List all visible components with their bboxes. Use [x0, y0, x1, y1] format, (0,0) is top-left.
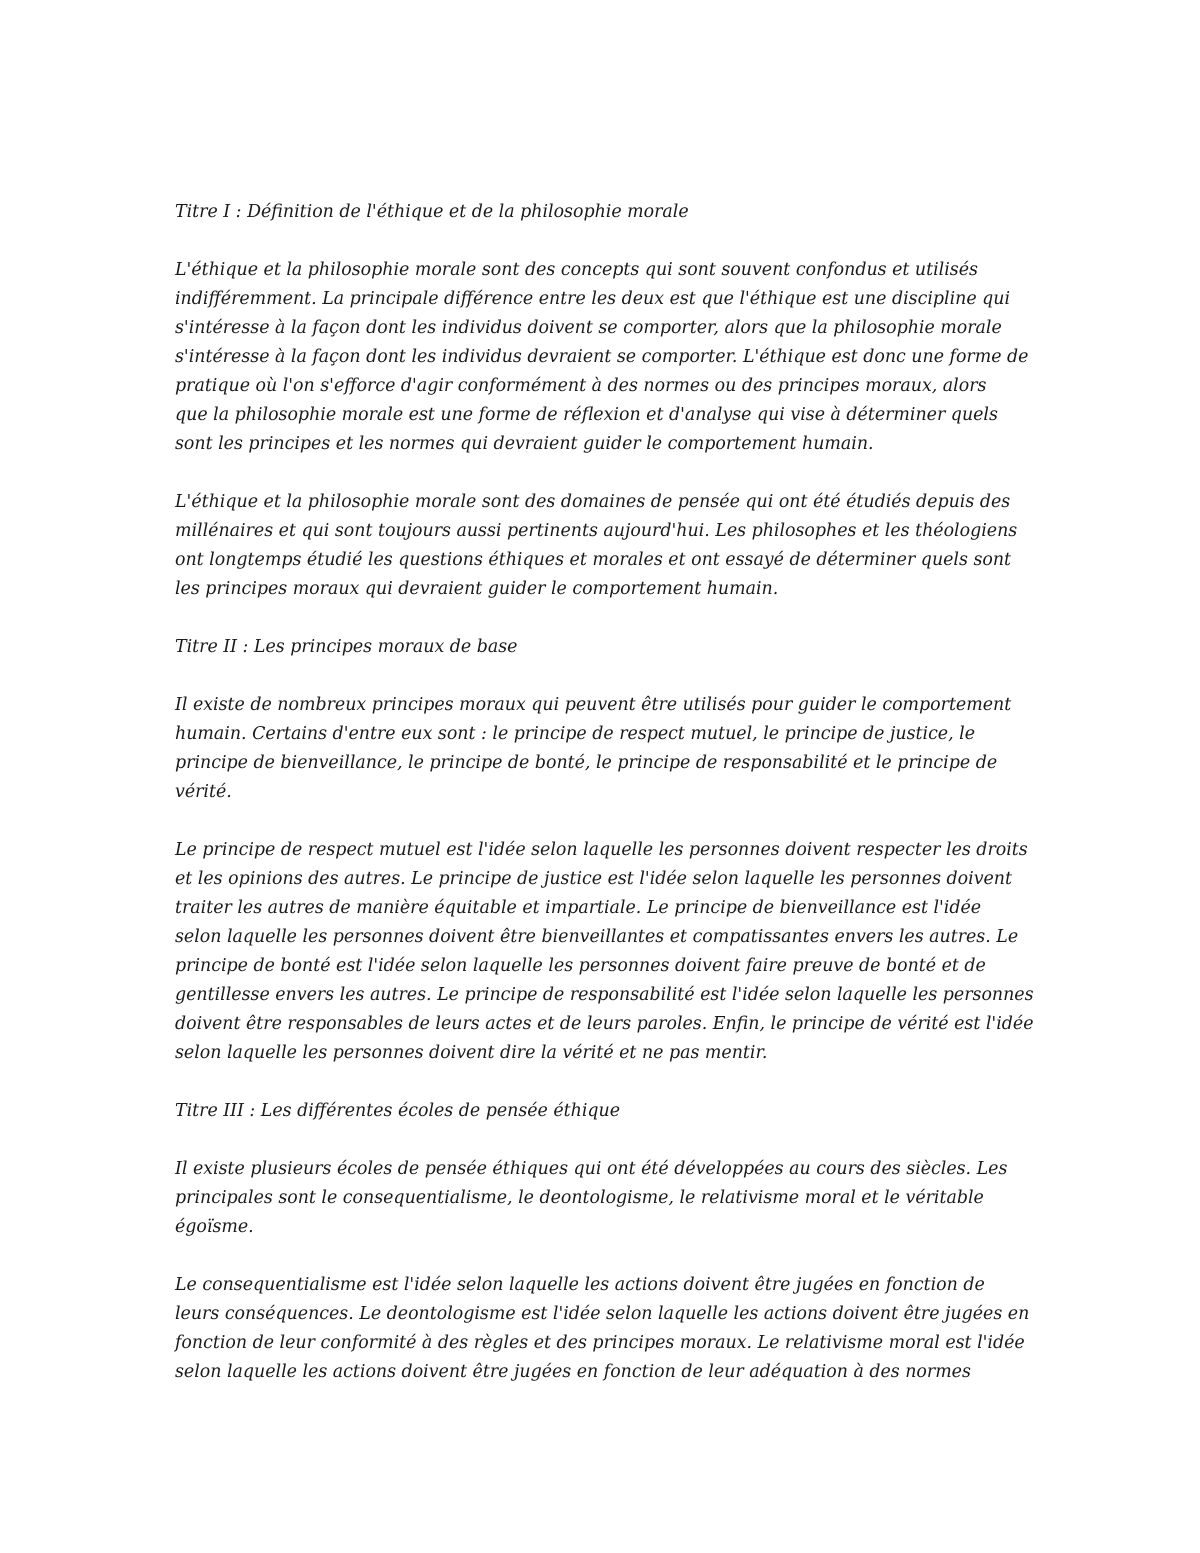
section-heading-2: [175, 633, 1035, 662]
text-line: leurs conséquences. Le deontologisme est l'idée selon laquelle les actions doivent être jugées en: [175, 1304, 1030, 1324]
text-line: selon laquelle les actions doivent être jugées en fonction de leur adéquation à des normes: [175, 1362, 971, 1382]
text-line: les principes moraux qui devraient guider le comportement humain.: [175, 579, 779, 599]
text-line: selon laquelle les personnes doivent dire la vérité et ne pas mentir.: [175, 1043, 768, 1063]
text-line: fonction de leur conformité à des règles et des principes moraux. Le relativisme moral est l'idée: [175, 1333, 1025, 1353]
text-line: pratique où l'on s'efforce d'agir conformément à des normes ou des principes moraux, alors: [175, 376, 987, 396]
text-line: principe de bonté est l'idée selon laquelle les personnes doivent faire preuve de bonté et de: [175, 956, 986, 976]
text-line: ont longtemps étudié les questions éthiques et morales et ont essayé de déterminer quels sont: [175, 550, 1012, 570]
text-line: sont les principes et les normes qui devraient guider le comportement humain.: [175, 434, 874, 454]
text-line: indifféremment. La principale différence entre les deux est que l'éthique est une discipline qui: [175, 289, 1011, 309]
text-line: égoïsme.: [175, 1217, 254, 1237]
text-line: gentillesse envers les autres. Le principe de responsabilité est l'idée selon laquelle les personnes: [175, 985, 1034, 1005]
text-line: millénaires et qui sont toujours aussi pertinents aujourd'hui. Les philosophes et les théologiens: [175, 521, 1018, 541]
heading-line: Titre III : Les différentes écoles de pensée éthique: [175, 1101, 621, 1121]
document-page: [175, 198, 1035, 1416]
paragraph-5: [175, 1155, 1035, 1242]
text-line: Il existe plusieurs écoles de pensée éthiques qui ont été développées au cours des siècles. Les: [175, 1159, 1008, 1179]
text-line: selon laquelle les personnes doivent être bienveillantes et compatissantes envers les autres. Le: [175, 927, 1019, 947]
text-line: et les opinions des autres. Le principe de justice est l'idée selon laquelle les personnes doivent: [175, 869, 1013, 889]
text-line: s'intéresse à la façon dont les individus doivent se comporter, alors que la philosophie morale: [175, 318, 1002, 338]
text-line: humain. Certains d'entre eux sont : le principe de respect mutuel, le principe de justice, le: [175, 724, 976, 744]
text-line: L'éthique et la philosophie morale sont des concepts qui sont souvent confondus et utilisés: [175, 260, 978, 280]
text-line: L'éthique et la philosophie morale sont des domaines de pensée qui ont été étudiés depuis des: [175, 492, 1011, 512]
heading-line: Titre I : Définition de l'éthique et de la philosophie morale: [175, 202, 689, 222]
paragraph-6: [175, 1271, 1035, 1387]
text-line: s'intéresse à la façon dont les individus devraient se comporter. L'éthique est donc une forme de: [175, 347, 1029, 367]
text-line: Le principe de respect mutuel est l'idée selon laquelle les personnes doivent respecter les droits: [175, 840, 1028, 860]
text-line: principales sont le consequentialisme, le deontologisme, le relativisme moral et le véritable: [175, 1188, 984, 1208]
text-line: Le consequentialisme est l'idée selon laquelle les actions doivent être jugées en fonction de: [175, 1275, 985, 1295]
paragraph-1: [175, 256, 1035, 459]
text-line: vérité.: [175, 782, 232, 802]
text-line: Il existe de nombreux principes moraux qui peuvent être utilisés pour guider le comportement: [175, 695, 1012, 715]
heading-line: Titre II : Les principes moraux de base: [175, 637, 518, 657]
paragraph-4: [175, 836, 1035, 1068]
text-line: principe de bienveillance, le principe de bonté, le principe de responsabilité et le principe de: [175, 753, 998, 773]
paragraph-3: [175, 691, 1035, 807]
text-line: traiter les autres de manière équitable et impartiale. Le principe de bienveillance est l'idée: [175, 898, 982, 918]
paragraph-2: [175, 488, 1035, 604]
text-line: que la philosophie morale est une forme de réflexion et d'analyse qui vise à déterminer quels: [175, 405, 998, 425]
section-heading-1: [175, 198, 1035, 227]
section-heading-3: [175, 1097, 1035, 1126]
text-line: doivent être responsables de leurs actes et de leurs paroles. Enfin, le principe de vérité est l'idée: [175, 1014, 1034, 1034]
